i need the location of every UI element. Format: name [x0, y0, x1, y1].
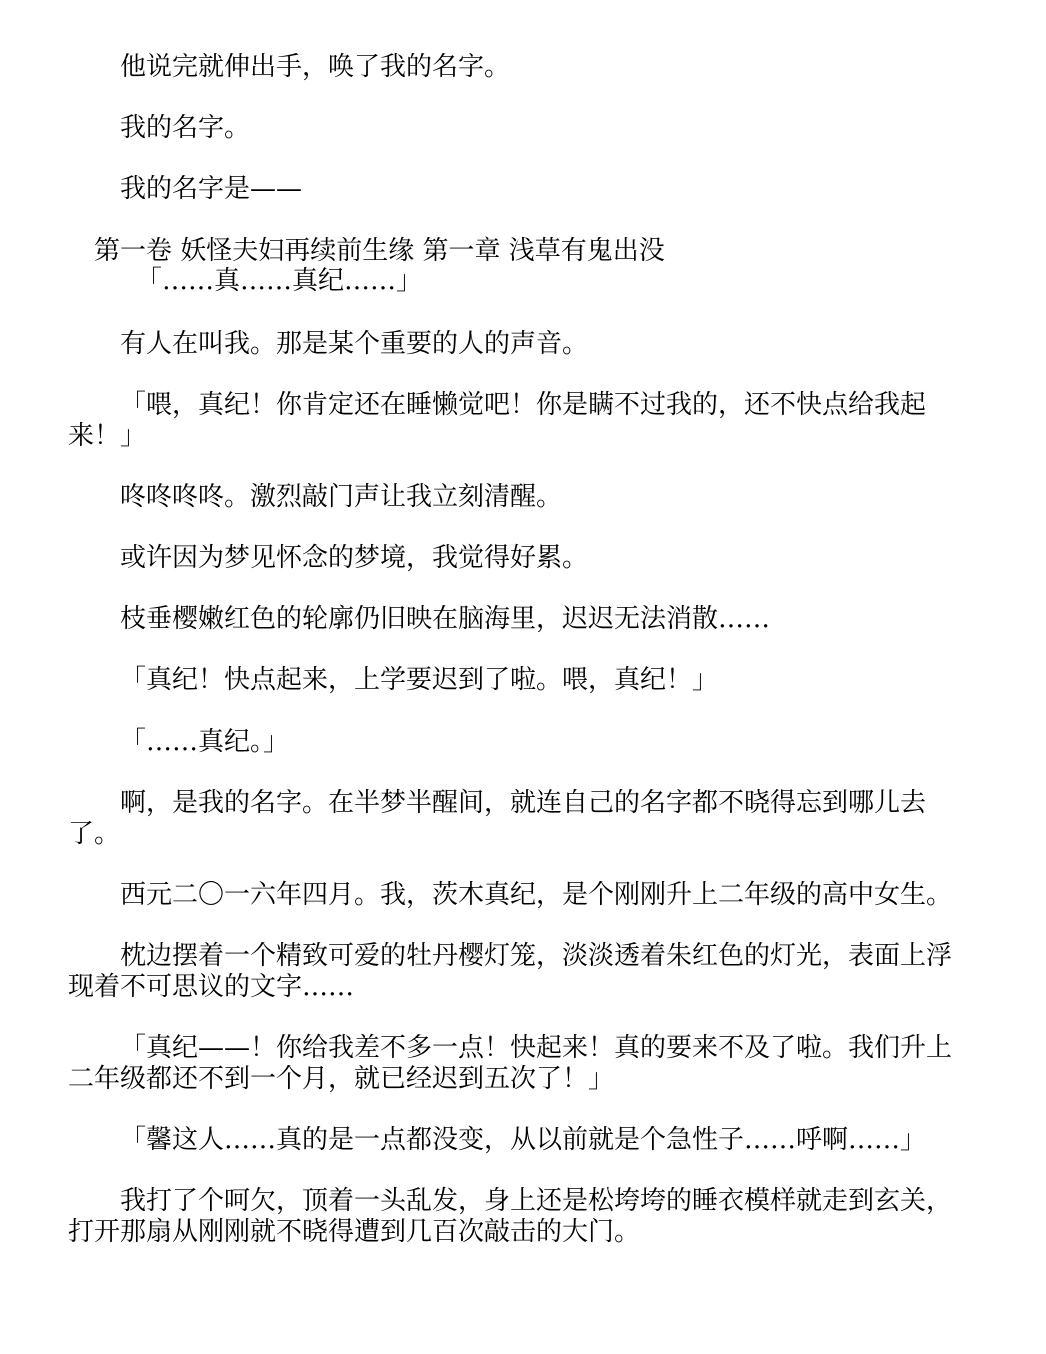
- paragraph: 「馨这人……真的是一点都没变，从以前就是个急性子……呼啊……」: [120, 1125, 927, 1155]
- paragraph: 咚咚咚咚。激烈敲门声让我立刻清醒。: [120, 482, 563, 512]
- paragraph: 或许因为梦见怀念的梦境，我觉得好累。: [120, 543, 589, 573]
- paragraph: 西元二〇一六年四月。我，茨木真纪，是个刚刚升上二年级的高中女生。: [120, 880, 953, 910]
- paragraph: 啊，是我的名字。在半梦半醒间，就连自己的名字都不晓得忘到哪儿去了。: [68, 788, 927, 849]
- paragraph: 枝垂樱嫩红色的轮廓仍旧映在脑海里，迟迟无法消散……: [120, 604, 771, 634]
- paragraph: 「真纪——！你给我差不多一点！快起来！真的要来不及了啦。我们升上二年级都还不到一个月，就已经迟到五次了！」: [68, 1033, 953, 1094]
- chapter-heading: 第一卷 妖怪夫妇再续前生缘 第一章 浅草有鬼出没: [94, 236, 665, 266]
- paragraph: 「喂，真纪！你肯定还在睡懒觉吧！你是瞒不过我的，还不快点给我起来！」: [68, 390, 927, 451]
- paragraph: 他说完就伸出手，唤了我的名字。: [120, 52, 511, 82]
- paragraph: 我的名字是——: [120, 174, 303, 204]
- paragraph: 有人在叫我。那是某个重要的人的声音。: [120, 329, 589, 359]
- paragraph: 枕边摆着一个精致可爱的牡丹樱灯笼，淡淡透着朱红色的灯光，表面上浮现着不可思议的文字……: [68, 941, 953, 1002]
- paragraph: 我打了个呵欠，顶着一头乱发，身上还是松垮垮的睡衣模样就走到玄关，打开那扇从刚刚就不晓得遭到几百次敲击的大门。: [68, 1186, 953, 1247]
- paragraph: 「真纪！快点起来，上学要迟到了啦。喂，真纪！」: [120, 665, 719, 695]
- paragraph: 「……真纪。」: [120, 727, 290, 757]
- chapter-opening-quote: 「……真……真纪……」: [136, 266, 423, 296]
- paragraph: 我的名字。: [120, 113, 251, 143]
